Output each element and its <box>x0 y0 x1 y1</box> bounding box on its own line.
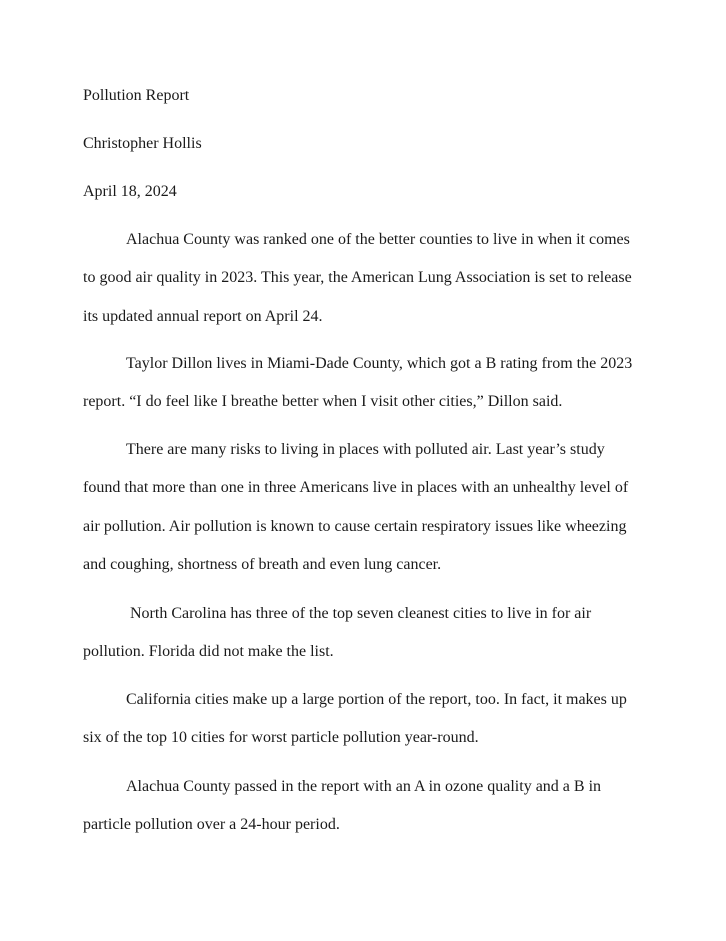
paragraph-3: There are many risks to living in places with polluted air. Last year’s study found that more than one in three Americans live in places with an unhealthy level of air pollution. Air pollution is known to cause certain respiratory issues like wheezing and coughing, shortness of breath and even lung cancer. <box>83 441 629 574</box>
document-title: Pollution Report <box>83 87 190 104</box>
paragraph-2: Taylor Dillon lives in Miami-Dade County, which got a B rating from the 2023 report. “I do feel like I breathe better when I visit other cities,” Dillon said. <box>83 355 633 411</box>
paragraph-5: California cities make up a large portion of the report, too. In fact, it makes up six of the top 10 cities for worst particle pollution year-round. <box>83 691 627 747</box>
paragraph-1: Alachua County was ranked one of the better counties to live in when it comes to good air quality in 2023. This year, the American Lung Association is set to release its updated annual report on April 24. <box>83 231 632 325</box>
paragraph-4: North Carolina has three of the top seven cleanest cities to live in for air pollution. Florida did not make the list. <box>83 605 592 661</box>
paragraph-6: Alachua County passed in the report with an A in ozone quality and a B in particle pollution over a 24-hour period. <box>83 778 602 834</box>
document-date: April 18, 2024 <box>83 183 177 200</box>
author-name: Christopher Hollis <box>83 135 202 152</box>
